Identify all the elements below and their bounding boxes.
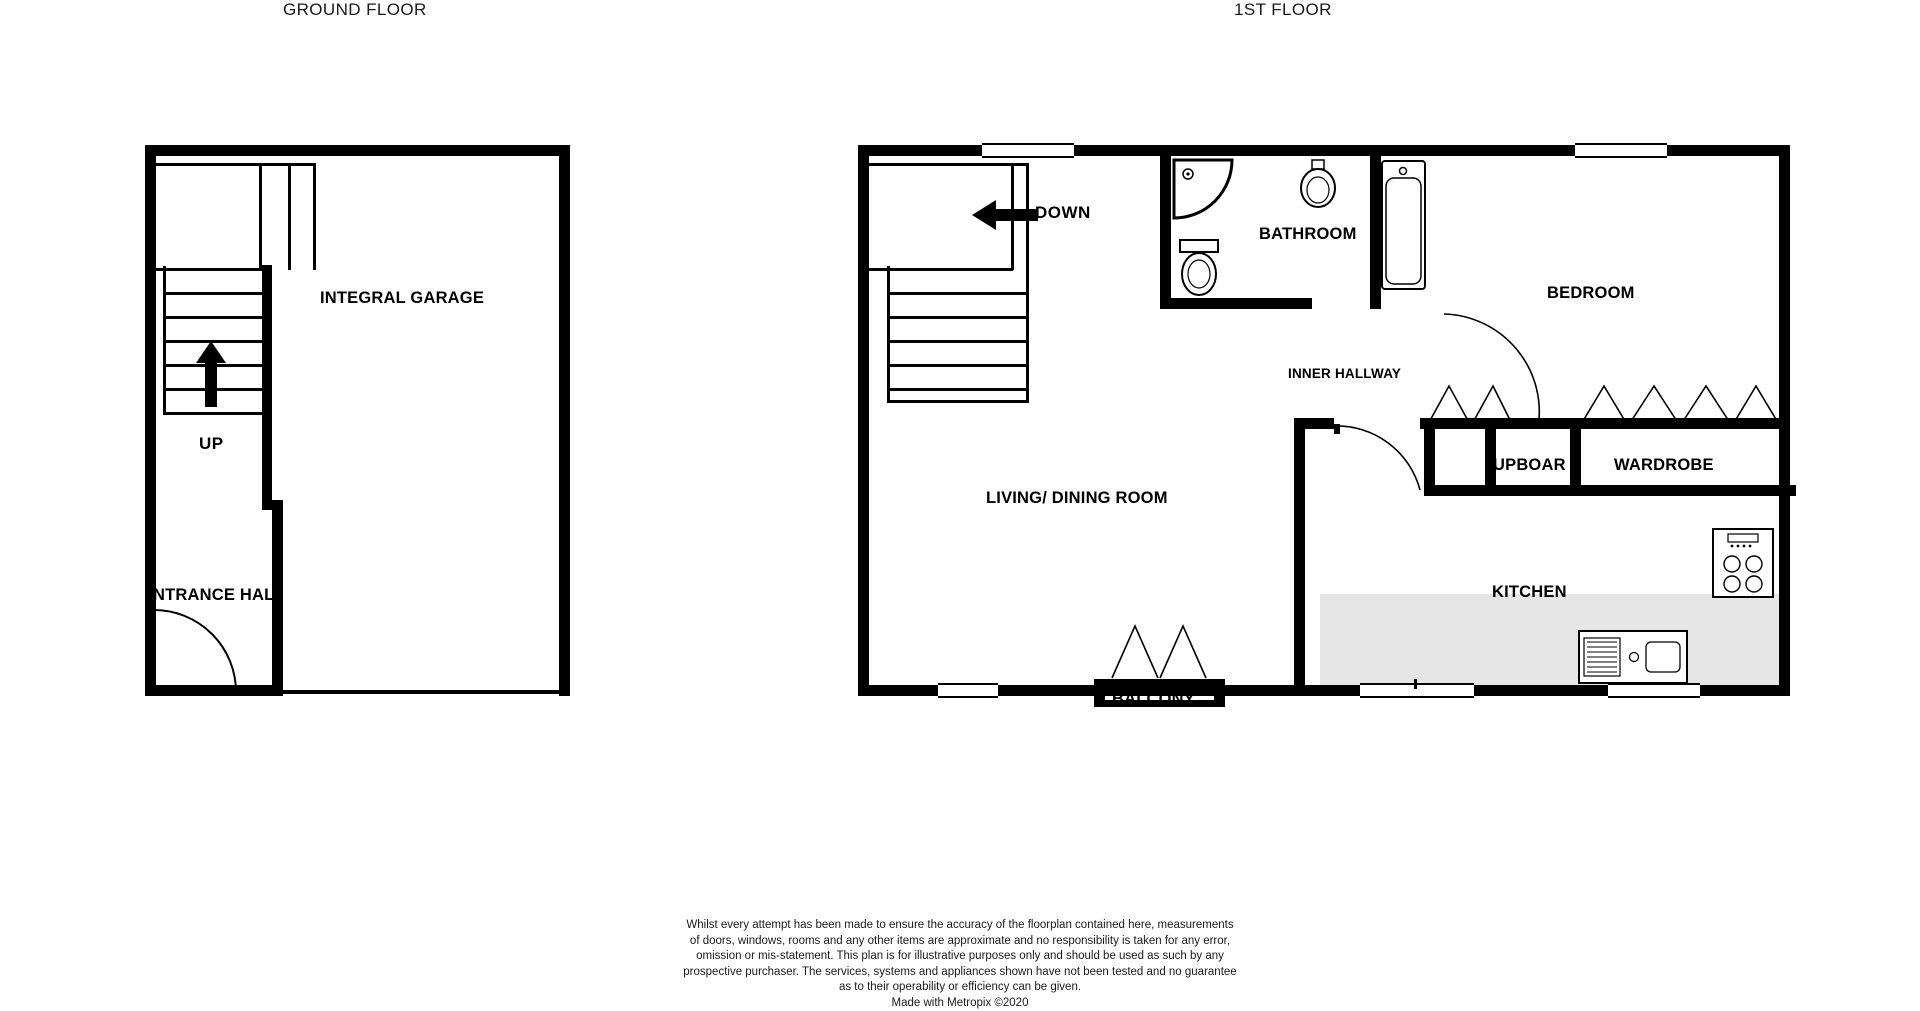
stair-first-tread-6 — [887, 388, 1026, 391]
hob-burners-icon — [1716, 532, 1770, 594]
bathtub-inner-icon — [1384, 164, 1423, 286]
wall-bathroom-left — [1160, 156, 1171, 308]
stair-first-tread-1 — [869, 268, 1013, 271]
disclaimer-line-2: of doors, windows, rooms and any other items are approximate and no responsibility is taken for any error, — [0, 934, 1920, 950]
stair-tread-2 — [163, 292, 263, 295]
room-label-cupboard: UPBOAR — [1493, 456, 1566, 475]
room-label-inner-hallway: INNER HALLWAY — [1288, 366, 1401, 381]
stair-first-edge2 — [1026, 163, 1029, 403]
stair-ground-top-edge — [156, 163, 316, 166]
disclaimer-line-4: prospective purchaser. The services, systems and appliances shown have not been tested and no guarantee — [0, 965, 1920, 981]
floor-title-first: 1ST FLOOR — [1234, 0, 1332, 20]
stair-first-tread-4 — [887, 340, 1026, 343]
disclaimer-line-3: omission or mis-statement. This plan is for illustrative purposes only and should be used as such by any — [0, 949, 1920, 965]
wall-ground-garage-door — [283, 690, 570, 694]
stair-first-tread-2 — [887, 292, 1026, 295]
stair-ground-landing-edge — [259, 163, 262, 270]
stair-direction-down-label: DOWN — [1035, 203, 1091, 223]
window-bottom-kitchen-right — [1608, 683, 1700, 698]
stair-first-tread-5 — [887, 364, 1026, 367]
room-label-bedroom: BEDROOM — [1547, 284, 1635, 303]
wall-ground-right — [559, 145, 570, 696]
disclaimer-text — [0, 918, 1920, 1011]
stair-first-tread-3 — [887, 316, 1026, 319]
disclaimer-line-5: as to their operability or efficiency can be given. — [0, 980, 1920, 996]
kitchen-floor-shading — [1320, 594, 1786, 686]
stair-first-side-rail — [887, 266, 890, 403]
window-bottom-kitchen-left — [1360, 683, 1474, 698]
room-label-entrance-hall: NTRANCE HAL — [153, 586, 274, 605]
disclaimer-line-1: Whilst every attempt has been made to ensure the accuracy of the floorplan contained here, measurements — [0, 918, 1920, 934]
door-swing-icon — [150, 610, 270, 695]
window-mullion — [1414, 679, 1417, 689]
door-swing-icon-cupboard — [1425, 380, 1515, 428]
door-swing-icon-balcony — [1110, 620, 1210, 680]
stair-first-top-edge — [869, 163, 1029, 166]
kitchen-sink-detail-icon — [1582, 634, 1684, 680]
room-label-balcony: BALCONY — [1112, 690, 1195, 709]
window-top-right — [1575, 143, 1667, 158]
stair-first-tread-7 — [887, 400, 1026, 403]
wall-ground-top — [145, 145, 570, 156]
window-top-left — [982, 143, 1074, 158]
wall-bedroom-bottom — [1424, 485, 1796, 496]
wall-balcony-top — [1094, 679, 1225, 690]
room-label-living-dining: LIVING/ DINING ROOM — [986, 489, 1168, 508]
wall-ground-stair-wall — [262, 265, 272, 508]
room-label-wardrobe: WARDROBE — [1614, 456, 1714, 475]
door-swing-icon-living — [1334, 424, 1426, 492]
door-swing-icon-wardrobe — [1578, 380, 1783, 428]
washbasin-icon — [1296, 160, 1340, 210]
floor-title-ground: GROUND FLOOR — [283, 0, 427, 20]
disclaimer-credit: Made with Metropix ©2020 — [0, 996, 1920, 1011]
stair-ground-landing-edge3 — [313, 163, 316, 270]
room-label-bathroom: BATHROOM — [1259, 225, 1357, 244]
wall-first-left — [858, 145, 869, 696]
stair-tread-3 — [163, 316, 263, 319]
stair-side-rail — [163, 266, 166, 414]
up-arrow-icon — [196, 341, 226, 407]
left-arrow-icon — [972, 200, 1038, 230]
stair-tread-1 — [156, 268, 263, 271]
wall-hall-stub-left — [1294, 418, 1334, 429]
wall-living-right — [1294, 418, 1305, 686]
stair-tread-7 — [163, 412, 263, 415]
room-label-integral-garage: INTEGRAL GARAGE — [320, 289, 484, 308]
wall-bathroom-right — [1370, 156, 1381, 309]
stair-direction-up-label: UP — [199, 434, 224, 454]
shower-icon — [1172, 158, 1268, 254]
room-label-kitchen: KITCHEN — [1492, 583, 1567, 602]
window-bottom-living — [938, 683, 998, 698]
stair-ground-landing-edge2 — [288, 163, 291, 270]
